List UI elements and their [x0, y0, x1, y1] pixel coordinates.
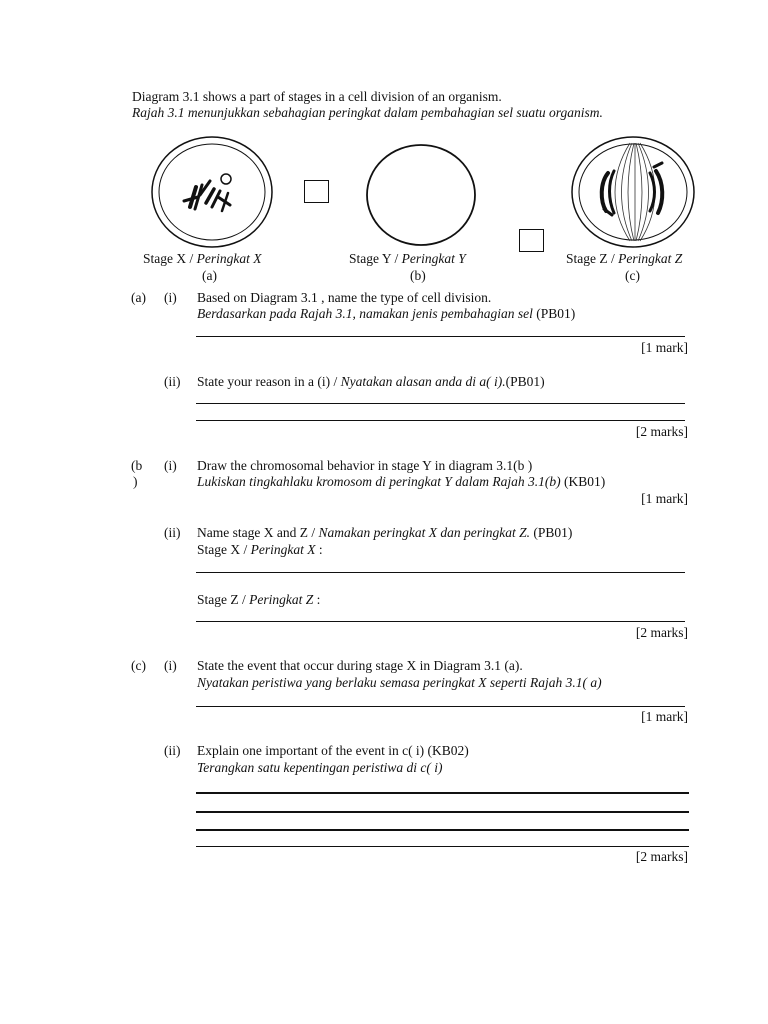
- question-b-i-text-malay: Lukiskan tingkahlaku kromosom di peringkat Y dalam Rajah 3.1(b) (KB01): [197, 474, 606, 489]
- answer-box-a-to-b: [304, 180, 329, 203]
- question-c-ii-text-malay: Terangkan satu kepentingan peristiwa di c( i): [197, 760, 443, 775]
- answer-line: [196, 336, 685, 337]
- stage-z-label: Stage Z / Peringkat Z: [566, 251, 683, 266]
- stage-z-cell-image: [570, 135, 696, 249]
- answer-line: [196, 792, 689, 794]
- marks-c-i: [1 mark]: [641, 709, 688, 724]
- intro-text: Diagram 3.1 shows a part of stages in a cell division of an organism.: [132, 89, 502, 104]
- question-a-i-number: (i): [164, 290, 177, 305]
- question-b-label-paren: ): [133, 474, 138, 489]
- marks-b-i: [1 mark]: [641, 491, 688, 506]
- stage-z-letter: (c): [625, 268, 640, 283]
- marks-c-ii: [2 marks]: [635, 849, 688, 864]
- answer-box-b-to-c: [519, 229, 544, 252]
- question-b-ii-number: (ii): [164, 525, 181, 540]
- answer-line: [196, 420, 685, 421]
- question-b-i-text: Draw the chromosomal behavior in stage Y in diagram 3.1(b ): [197, 458, 533, 473]
- stage-x-cell-image: [150, 135, 274, 249]
- stage-y-label: Stage Y / Peringkat Y: [349, 251, 466, 266]
- question-c-i-number: (i): [164, 658, 177, 673]
- stage-z-answer-label: Stage Z / Peringkat Z :: [197, 592, 321, 607]
- stage-x-letter: (a): [202, 268, 217, 283]
- question-a-i-text-malay: Berdasarkan pada Rajah 3.1, namakan jenis pembahagian sel (PB01): [197, 306, 576, 321]
- answer-line: [196, 621, 685, 622]
- marks-a-i: [1 mark]: [641, 340, 688, 355]
- question-a-ii-number: (ii): [164, 374, 181, 389]
- question-c-ii-number: (ii): [164, 743, 181, 758]
- stage-x-label: Stage X / Peringkat X: [143, 251, 262, 266]
- intro-text-malay: Rajah 3.1 menunjukkan sebahagian peringkat dalam pembahagian sel suatu organism.: [132, 105, 603, 120]
- stage-y-cell-image: [364, 142, 478, 248]
- answer-line: [196, 846, 689, 847]
- stage-x-answer-label: Stage X / Peringkat X :: [197, 542, 323, 557]
- marks-a-ii: [2 marks]: [635, 424, 688, 439]
- stage-y-letter: (b): [410, 268, 426, 283]
- question-c-label: (c): [131, 658, 146, 673]
- answer-line: [196, 829, 689, 831]
- question-c-i-text: State the event that occur during stage X in Diagram 3.1 (a).: [197, 658, 523, 673]
- question-b-label: (b: [131, 458, 143, 473]
- answer-line: [196, 811, 689, 813]
- answer-line: [196, 572, 685, 573]
- marks-b-ii: [2 marks]: [635, 625, 688, 640]
- answer-line: [196, 403, 685, 404]
- question-b-i-number: (i): [164, 458, 177, 473]
- question-a-i-text: Based on Diagram 3.1 , name the type of cell division.: [197, 290, 492, 305]
- question-b-ii-text: Name stage X and Z / Namakan peringkat X dan peringkat Z. (PB01): [197, 525, 573, 540]
- answer-line: [196, 706, 685, 707]
- question-a-ii-text: State your reason in a (i) / Nyatakan alasan anda di a( i).(PB01): [197, 374, 545, 389]
- question-c-i-text-malay: Nyatakan peristiwa yang berlaku semasa peringkat X seperti Rajah 3.1( a): [197, 675, 602, 690]
- question-a-label: (a): [131, 290, 146, 305]
- question-c-ii-text: Explain one important of the event in c( i) (KB02): [197, 743, 469, 758]
